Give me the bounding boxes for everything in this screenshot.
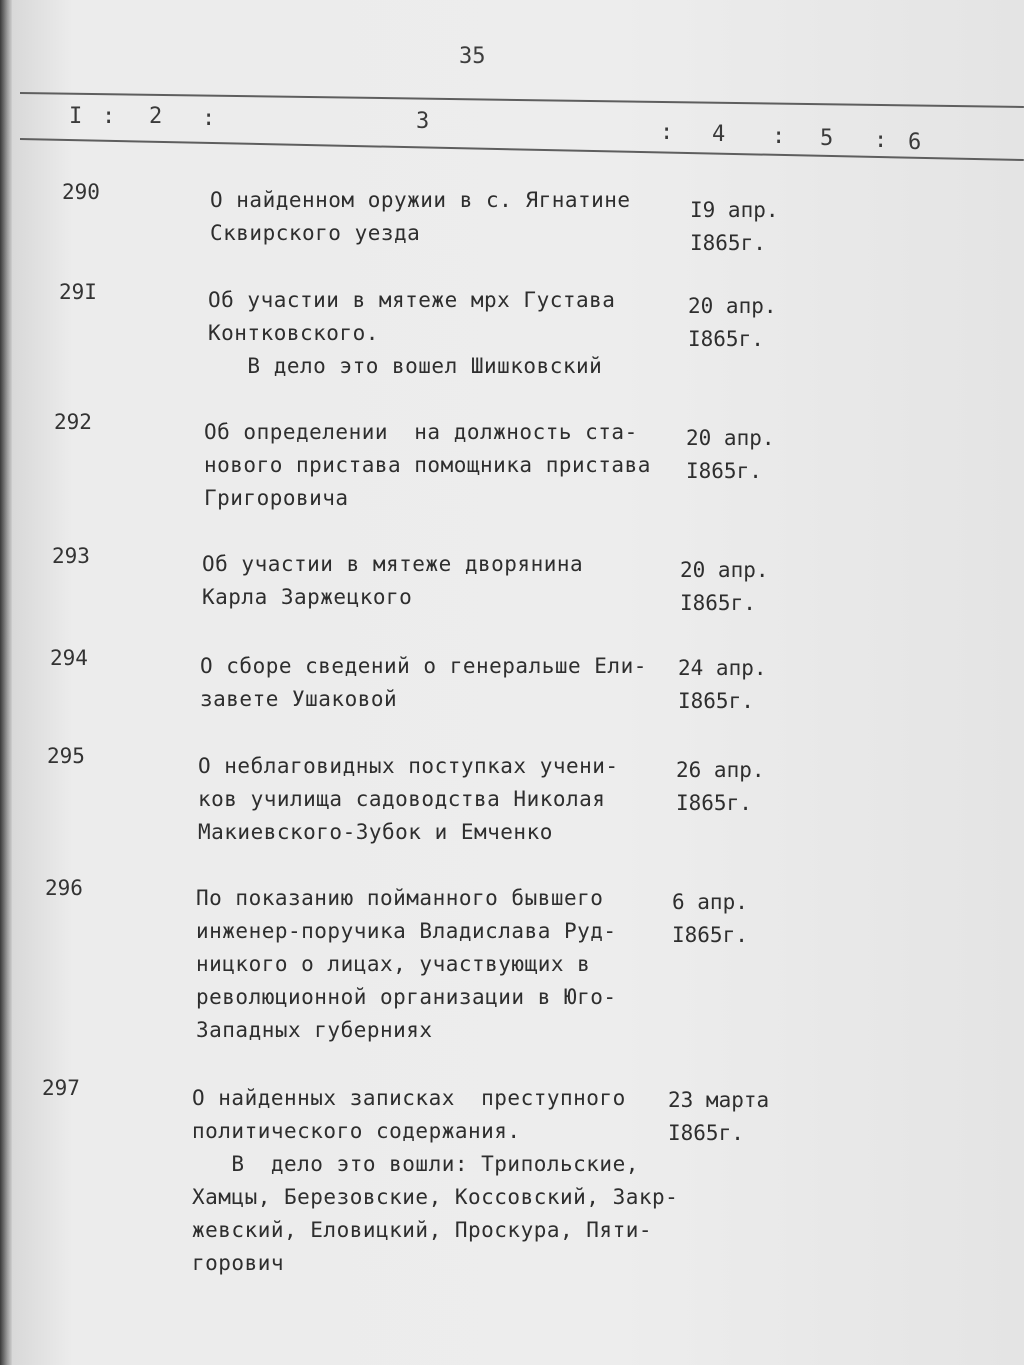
column-separator: : — [102, 104, 116, 129]
date-line: I865г. — [680, 591, 756, 615]
entry-number: 297 — [42, 1076, 80, 1100]
description-line: О сборе сведений о генеральше Ели- — [200, 654, 647, 678]
description-line: В дело это вошли: Трипольские, — [192, 1152, 639, 1176]
date-line: 23 марта — [668, 1088, 770, 1112]
description-line: горович — [192, 1251, 285, 1275]
column-header-1: I — [69, 104, 83, 129]
entry-description — [204, 416, 651, 515]
entry-number: 296 — [45, 876, 83, 900]
column-header-4: 4 — [712, 122, 726, 147]
date-line: I865г. — [672, 923, 748, 947]
column-header-3: 3 — [416, 109, 430, 134]
entry-number: 295 — [47, 744, 85, 768]
column-header-5: 5 — [820, 126, 834, 151]
date-line: I865г. — [688, 327, 764, 351]
column-separator: : — [772, 124, 786, 149]
description-line: Хамцы, Березовские, Коссовский, Закр- — [192, 1185, 679, 1209]
description-line: Западных губерниях — [196, 1018, 433, 1042]
description-line: Об участии в мятеже дворянина — [202, 552, 584, 576]
table-header-rule-top — [20, 92, 1024, 108]
entry-date — [676, 754, 765, 820]
entry-number: 293 — [52, 544, 90, 568]
column-header-6: 6 — [908, 130, 922, 155]
description-line: Макиевского-Зубок и Емченко — [198, 820, 553, 844]
page-number: 35 — [459, 44, 486, 69]
description-line: В дело это вошел Шишковский — [208, 354, 603, 378]
entry-description — [192, 1082, 678, 1280]
entry-number: 29I — [59, 280, 97, 304]
date-line: 20 апр. — [688, 294, 777, 318]
entry-date — [672, 886, 748, 952]
description-line: ницкого о лицах, участвующих в — [196, 952, 591, 976]
description-line: О найденном оружии в с. Ягнатине — [210, 188, 631, 212]
page-edge-shadow — [0, 0, 12, 1365]
entry-description — [210, 184, 631, 250]
description-line: политического содержания. — [192, 1119, 521, 1143]
entry-date — [668, 1084, 769, 1150]
description-line: Григоровича — [204, 486, 349, 510]
date-line: I865г. — [690, 231, 766, 255]
entry-date — [678, 652, 767, 718]
description-line: Об определении на должность ста- — [204, 420, 638, 444]
column-separator: : — [874, 128, 888, 153]
description-line: инженер-поручика Владислава Руд- — [196, 919, 617, 943]
column-header-2: 2 — [149, 104, 163, 129]
date-line: 6 апр. — [672, 890, 748, 914]
entry-description — [196, 882, 617, 1047]
description-line: Об участии в мятеже мрх Густава — [208, 288, 616, 312]
date-line: I865г. — [668, 1121, 744, 1145]
document-page — [12, 0, 1024, 1365]
date-line: 24 апр. — [678, 656, 767, 680]
description-line: ков училища садоводства Николая — [198, 787, 606, 811]
entry-date — [688, 290, 777, 356]
description-line: О найденных записках преступного — [192, 1086, 626, 1110]
description-line: По показанию пойманного бывшего — [196, 886, 604, 910]
description-line: революционной организации в Юго- — [196, 985, 617, 1009]
description-line: О неблаговидных поступках учени- — [198, 754, 619, 778]
entry-number: 292 — [54, 410, 92, 434]
description-line: жевский, Еловицкий, Проскура, Пяти- — [192, 1218, 653, 1242]
description-line: завете Ушаковой — [200, 687, 398, 711]
description-line: Сквирского уезда — [210, 221, 421, 245]
entry-date — [690, 194, 779, 260]
entry-description — [208, 284, 615, 383]
entry-description — [202, 548, 583, 614]
date-line: I865г. — [686, 459, 762, 483]
date-line: 20 апр. — [686, 426, 775, 450]
date-line: I9 апр. — [690, 198, 779, 222]
description-line: нового пристава помощника пристава — [204, 453, 651, 477]
date-line: I865г. — [676, 791, 752, 815]
date-line: I865г. — [678, 689, 754, 713]
entry-description — [200, 650, 647, 716]
date-line: 26 апр. — [676, 758, 765, 782]
description-line: Карла Заржецкого — [202, 585, 413, 609]
column-separator: : — [202, 106, 216, 131]
entry-date — [680, 554, 769, 620]
column-separator: : — [660, 120, 674, 145]
entry-date — [686, 422, 775, 488]
entry-description — [198, 750, 619, 849]
entry-number: 290 — [62, 180, 100, 204]
date-line: 20 апр. — [680, 558, 769, 582]
entry-number: 294 — [50, 646, 88, 670]
description-line: Контковского. — [208, 321, 379, 345]
